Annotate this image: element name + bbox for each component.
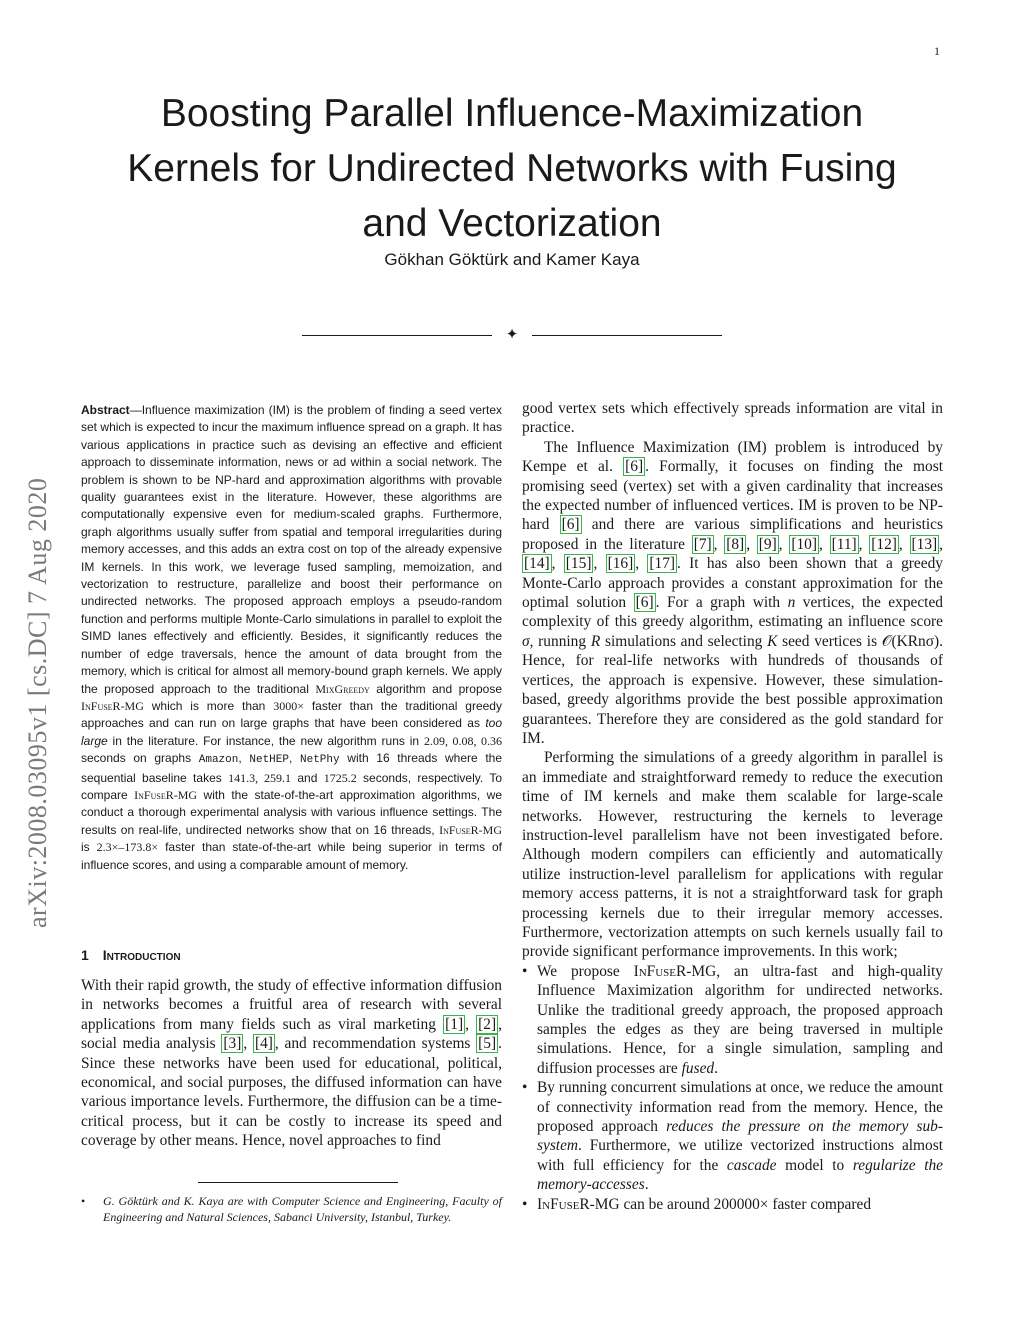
citation-link[interactable]: [11] [831, 535, 857, 553]
paragraph: Performing the simulations of a greedy algorithm in parallel is an immediate and straightforward remedy to reduce the execution time of IM kernels and make them scalable for large-scale networks. However, restructuring the kernels to leverage instruction-level parallelism have not been investigated before. Although modern compilers can efficiently and automatically utilize instruction-level parallelism for applications with regular memory access patterns, it is not a straightforward task for graph processing kernels due to their irregular memory accesses. Furthermore, vectorization attempts on such kernels usually fail to provide significant performance improvements. In this work; [522, 749, 943, 961]
star-icon: ✦ [505, 327, 519, 343]
list-item: • We propose InFuseR-MG, an ultra-fast and high-quality Influence Maximization algorithm for undirected networks. Unlike the traditional greedy approach, the proposed approach samples the edges as they are being traversed in multiple simulations. Hence, for a single simulation, sampling and diffusion processes are fused. [522, 962, 943, 1078]
paragraph: good vertex sets which effectively spreads information are vital in practice. [522, 400, 943, 437]
paper-title: Boosting Parallel Influence-Maximization Kernels for Undirected Networks with Fusing and Vectorization [127, 92, 897, 245]
footnote: • G. Göktürk and K. Kaya are with Computer Science and Engineering, Faculty of Engineering and Natural Sciences, Sabanci University, Istanbul, Turkey. [81, 1194, 502, 1224]
citation-link[interactable]: [13] [911, 535, 938, 553]
citation-link[interactable]: [1] [445, 1015, 464, 1033]
infuser-name: InFuseR-MG [633, 962, 717, 980]
citation-link[interactable]: [6] [635, 594, 654, 612]
graph-name: NetPhy [300, 754, 340, 767]
right-column [522, 399, 943, 1214]
arxiv-stamp: arXiv:2008.03095v1 [cs.DC] 7 Aug 2020 [23, 477, 52, 928]
section-heading: 1 Introduction [81, 947, 181, 963]
citation-link[interactable]: [2] [478, 1015, 497, 1033]
title-divider [302, 328, 722, 342]
citation-link[interactable]: [5] [478, 1035, 497, 1053]
infuser-name: InFuseR-MG [537, 1195, 620, 1213]
citation-link[interactable]: [4] [254, 1035, 273, 1053]
abstract-label: Abstract [81, 403, 130, 417]
footnote-rule [198, 1182, 398, 1183]
authors: Gökhan Göktürk and Kamer Kaya [384, 250, 640, 269]
divider-line-right [532, 335, 722, 336]
citation-link[interactable]: [12] [871, 535, 897, 553]
citation-link[interactable]: [7] [693, 535, 712, 553]
abstract: Abstract—Influence maximization (IM) is the problem of finding a seed vertex set which is expected to incur the maximum influence spread on a graph. It has various applications in practice such as devising an effective and efficient approach to disseminate information, news or ad within a social network. The problem is shown to be NP-hard and approximation algorithms with provable quality guarantees exist in the literature. However, these algorithms are computationally expensive even for medium-scaled graphs. Furthermore, graph algorithms usually suffer from spatial and temporal irregularities during memory accesses, and this adds an extra cost on top of the already expensive IM kernels. In this work, we leverage fused sampling, memoization, and vectorization to restructure, parallelize and boost their performance on undirected networks. The proposed approach employs a pseudo-random function and performs multiple Monte-Carlo simulations in parallel to exploit the SIMD lanes effectively and efficiently. Besides, it significantly reduces the number of edge traversals, hence the amount of data brought from the memory, which is critical for almost all memory-bound graph kernels. We apply the proposed approach to the traditional MixGreedy algorithm and propose InFuseR-MG which is more than 3000× faster than the traditional greedy approaches and can run on large graphs that have been considered as too large in the literature. For instance, the new algorithm runs in 2.09, 0.08, 0.36 seconds on graphs Amazon, NetHEP, NetPhy with 16 threads where the sequential baseline takes 141.3, 259.1 and 1725.2 seconds, respectively. To compare InFuseR-MG with the state-of-the-art approximation algorithms, we conduct a thorough experimental analysis with various influence settings. The results on real-life, undirected networks show that on 16 threads, InFuseR-MG is 2.3×–173.8× faster than state-of-the-art while being superior in terms of influence scores, and using a comparable amount of memory. [81, 403, 503, 872]
infuser-name: InFuseR-MG [439, 822, 502, 837]
citation-link[interactable]: [6] [561, 516, 580, 534]
citation-link[interactable]: [8] [726, 535, 745, 553]
citation-link[interactable]: [16] [607, 555, 634, 573]
graph-name: NetHEP [249, 754, 289, 767]
citation-link[interactable]: [9] [758, 535, 777, 553]
paragraph: The Influence Maximization (IM) problem is introduced by Kempe et al. [6] . Formally, it focuses on finding the most promising seed (vertex) set with a given cardinality that increases the expected number of influenced vertices. IM is proven to be NP-hard [6] and there are various simplifications and heuristics proposed in the literature [7] , [8] , [9] , [10] , [11] , [12] , [13] , [14] , [15] , [16] , [17] . It has also been shown that a greedy Monte-Carlo approach provides a constant approximation for the optimal solution [6] . For a graph with n vertices, the expected complexity of this greedy algorithm, estimating an influence score σ, running R simulations and selecting K seed vertices is 𝒪(KRnσ). Hence, for real-life networks with hundreds of thousands of vertices, the approach is expensive. However, these simulation-based, greedy algorithms provide the best possible approximation guarantees. Therefore they are considered as the gold standard for IM. [522, 438, 944, 747]
citation-link[interactable]: [14] [524, 555, 550, 573]
citation-link[interactable]: [15] [565, 555, 592, 573]
page-number: 1 [934, 44, 940, 58]
mixgreedy-name: MixGreedy [315, 681, 370, 696]
citation-link[interactable]: [6] [625, 458, 644, 476]
list-item: • By running concurrent simulations at once, we reduce the amount of connectivity information read from the memory. Hence, the proposed approach reduces the pressure on the memory sub-system. Furthermore, we utilize vectorized instructions almost with full efficiency for the cascade model to regularize the memory-accesses. [522, 1078, 943, 1194]
citation-link[interactable]: [3] [223, 1035, 242, 1053]
infuser-name: InFuseR-MG [134, 787, 198, 802]
citation-link[interactable]: [10] [791, 535, 817, 553]
citation-link[interactable]: [17] [649, 555, 676, 573]
list-item: • InFuseR-MG can be around 200000× faster compared [522, 1195, 943, 1214]
divider-line-left [302, 335, 492, 336]
intro-paragraph: With their rapid growth, the study of effective information diffusion in networks becomes a fruitful area of research with several applications from many fields such as viral marketing [1] , [2] , social media analysis [3] , [4] , and recommendation systems [5] . Since these networks have been used for educational, political, economical, and social purposes, the diffused information can have various importance levels. Furthermore, the diffusion can be a time-critical process, but it can be costly to increase its speed and coverage by other means. Hence, novel approaches to find [81, 977, 502, 1150]
graph-name: Amazon [198, 754, 239, 767]
contribution-list [522, 962, 943, 1214]
infuser-name: InFuseR-MG [81, 698, 144, 713]
